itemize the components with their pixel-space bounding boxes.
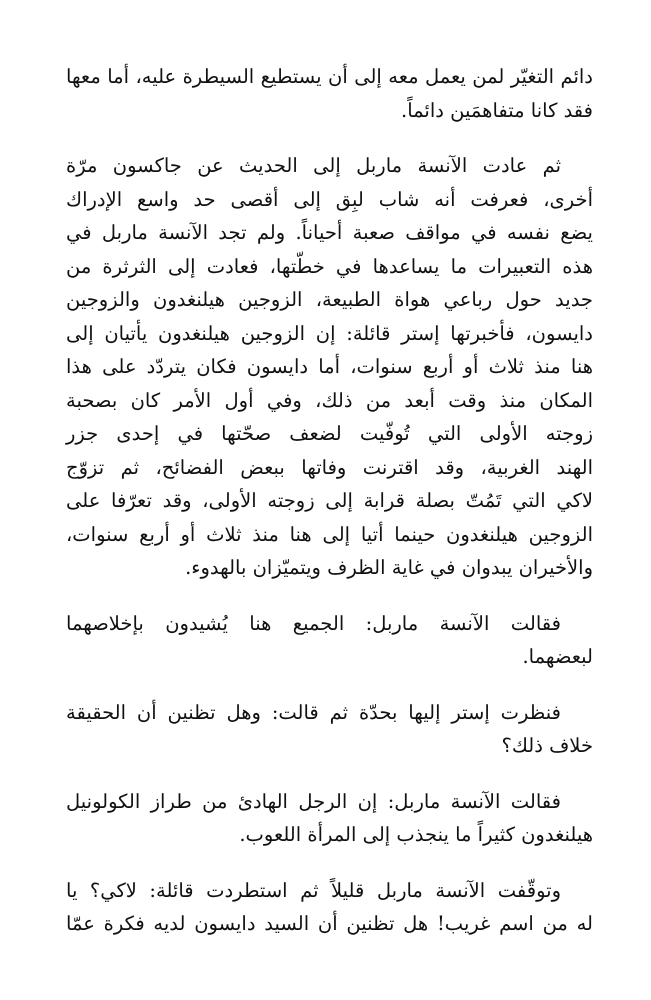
text-line-content: وتوقّفت الآنسة ماربل قليلاً ثم استطردت قائلة: لاكي؟ يا bbox=[66, 878, 561, 902]
text-line-content: فقالت الآنسة ماربل: إن الرجل الهادئ من طراز الكولونيل bbox=[66, 789, 561, 813]
text-line: هنا منذ ثلاث أو أربع سنوات، أما دايسون فكان يتردّد على هذا bbox=[66, 355, 593, 378]
text-line: جديد حول رباعي هواة الطبيعة، الزوجين هيلنغدون والزوجين bbox=[66, 288, 593, 311]
text-line: الهند الغربية، وقد اقترنت وفاتها ببعض الفضائح، ثم تزوّج bbox=[66, 455, 593, 479]
text-line bbox=[66, 874, 593, 908]
text-line: له من اسم غريب! هل تظنين أن السيد دايسون لديه فكرة عمّا bbox=[66, 912, 593, 935]
text-line-content: فنظرت إستر إليها بحدّة ثم قالت: وهل تظنين أن الحقيقة bbox=[66, 700, 561, 724]
text-line bbox=[66, 785, 593, 819]
text-line: زوجته الأولى التي تُوفّيت لضعف صحّتها في إحدى جزر bbox=[66, 422, 593, 445]
text-line: خلاف ذلك؟ bbox=[501, 734, 593, 757]
paragraph-6 bbox=[66, 874, 593, 941]
text-line: لبعضهما. bbox=[522, 645, 593, 668]
text-line bbox=[66, 607, 593, 641]
paragraph-5 bbox=[66, 785, 593, 852]
text-line bbox=[66, 696, 593, 730]
text-line-content: ثم عادت الآنسة ماربل إلى الحديث عن جاكسون مرّة bbox=[66, 154, 561, 177]
text-line: فقد كانا متفاهمَين دائماً. bbox=[401, 98, 593, 122]
text-line: أخرى، فعرفت أنه شاب لبِق إلى أقصى حد واسع الإدراك bbox=[66, 187, 593, 211]
text-line: الزوجين هيلنغدون حينما أتيا إلى هنا منذ ثلاث أو أربع سنوات، bbox=[66, 522, 593, 546]
text-line bbox=[66, 149, 593, 183]
text-line: دائم التغيّر لمن يعمل معه إلى أن يستطيع السيطرة عليه، أما معها bbox=[66, 65, 593, 88]
text-line-content: فقالت الآنسة ماربل: الجميع هنا يُشيدون بإخلاصهما bbox=[66, 611, 561, 635]
text-line: دايسون، فأخبرتها إستر قائلة: إن الزوجين هيلنغدون يأتيان إلى bbox=[66, 321, 593, 345]
text-line: هيلنغدون كثيراً ما ينجذب إلى المرأة اللعوب. bbox=[239, 823, 593, 846]
text-line: لاكي التي تَمُتّ بصلة قرابة إلى زوجته الأولى، وقد تعرّفا على bbox=[66, 489, 593, 512]
text-line: والأخيران يبدوان في غاية الظرف ويتميّزان بالهدوء. bbox=[185, 556, 593, 579]
text-line: هذه التعبيرات ما يساعدها في خطّتها، فعادت إلى الثرثرة من bbox=[66, 254, 593, 278]
paragraph-3 bbox=[66, 607, 593, 674]
text-line: يضع نفسه في مواقف صعبة أحياناً. ولم تجد الآنسة ماربل في bbox=[66, 221, 593, 244]
paragraph-4 bbox=[66, 696, 593, 763]
paragraph-1 bbox=[66, 60, 593, 127]
text-line: المكان منذ وقت أبعد من ذلك، وفي أول الأمر كان بصحبة bbox=[66, 388, 593, 412]
paragraph-2 bbox=[66, 149, 593, 585]
